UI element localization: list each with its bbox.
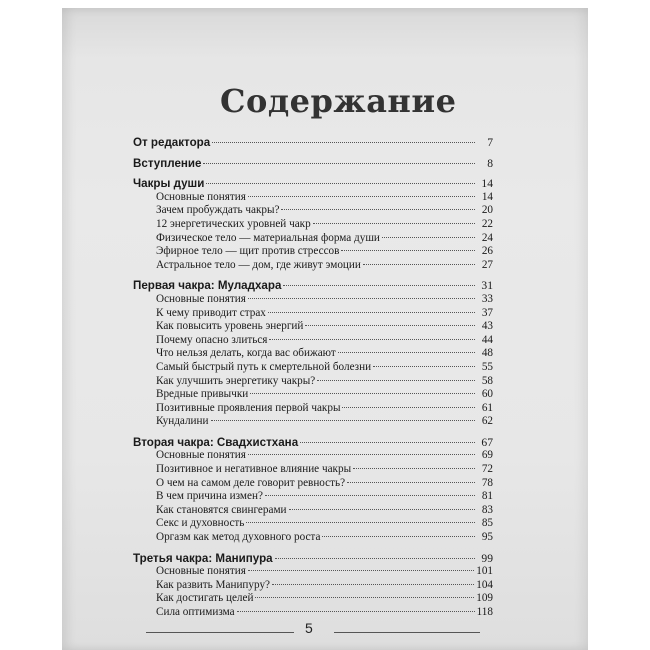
toc-subentry [133, 232, 493, 246]
toc-subentry-title: Как развить Манипуру? [156, 578, 271, 591]
toc-page-number: 26 [481, 245, 493, 258]
toc-page-number: 104 [476, 578, 493, 591]
toc-page-number: 8 [487, 156, 493, 170]
toc-section [133, 177, 493, 272]
toc-leader-dots [342, 406, 475, 408]
toc-subentry-title: Как повысить уровень энергий [156, 320, 304, 333]
toc-subentry-title: Эфирное тело — щит против стрессов [156, 245, 340, 258]
toc-leader-dots [269, 338, 475, 340]
toc-subentry-title: Основные понятия [156, 565, 246, 578]
toc-chapter-entry [133, 177, 493, 191]
toc-subentry [133, 245, 493, 259]
toc-page-number: 55 [481, 360, 493, 373]
toc-leader-dots [237, 610, 475, 612]
toc-subentry [133, 388, 493, 402]
toc-leader-dots [322, 535, 475, 537]
toc-page-number: 33 [481, 292, 493, 305]
toc-subentry [133, 259, 493, 273]
toc-leader-dots [341, 249, 475, 251]
toc-subentry-title: Почему опасно злиться [156, 333, 268, 346]
toc-leader-dots [203, 162, 475, 164]
toc-page-number: 62 [481, 415, 493, 428]
toc-subentry [133, 191, 493, 205]
toc-subentry [133, 347, 493, 361]
toc-subentry-title: О чем на самом деле говорит ревность? [156, 476, 346, 489]
toc-subentry [133, 402, 493, 416]
toc-leader-dots [272, 583, 474, 585]
toc-subentry-title: 12 энергетических уровней чакр [156, 217, 311, 230]
toc-chapter-entry [133, 157, 493, 171]
toc-subentry-title: Сила оптимизма [156, 606, 235, 618]
toc-subentry [133, 334, 493, 348]
toc-subentry [133, 531, 493, 545]
toc-chapter-entry [133, 136, 493, 150]
toc-page-number: 83 [481, 503, 493, 516]
toc-chapter-title: Первая чакра: Муладхара [133, 279, 282, 293]
toc-subentry [133, 218, 493, 232]
page-title: Содержание [220, 82, 457, 120]
toc-page-number: 58 [481, 374, 493, 387]
toc-leader-dots [300, 441, 475, 443]
toc-leader-dots [268, 311, 475, 313]
toc-subentry [133, 565, 493, 579]
toc-page-number: 14 [481, 190, 493, 203]
toc-leader-dots [363, 263, 475, 265]
toc-section [133, 552, 493, 620]
toc-page-number: 27 [481, 258, 493, 271]
toc-chapter-title: Чакры души [133, 177, 205, 191]
toc-subentry-title: Вредные привычки [156, 388, 249, 401]
toc-subentry-title: Позитивные проявления первой чакры [156, 401, 341, 414]
toc-subentry-title: Секс и духовность [156, 517, 245, 530]
toc-chapter-title: Третья чакра: Манипура [133, 551, 273, 565]
toc-page-number: 43 [481, 320, 493, 333]
toc-leader-dots [206, 182, 475, 184]
toc-page-number: 37 [481, 306, 493, 319]
toc-leader-dots [265, 494, 475, 496]
toc-subentry-title: Как достигать целей [156, 592, 254, 605]
toc-subentry [133, 449, 493, 463]
toc-leader-dots [382, 236, 475, 238]
footer-rule-right [334, 632, 480, 633]
toc-page-number: 48 [481, 347, 493, 360]
toc-page-number: 78 [481, 476, 493, 489]
toc-subentry-title: Что нельзя делать, когда вас обижают [156, 347, 336, 360]
toc-subentry-title: Физическое тело — материальная форма души [156, 231, 380, 244]
toc-leader-dots [248, 453, 475, 455]
toc-leader-dots [250, 392, 475, 394]
toc-leader-dots [212, 141, 475, 143]
toc-page-number: 24 [481, 231, 493, 244]
toc-subentry [133, 320, 493, 334]
toc-section [133, 157, 493, 171]
toc-subentry [133, 606, 493, 620]
toc-page-number: 61 [481, 401, 493, 414]
toc-subentry-title: Основные понятия [156, 449, 246, 462]
toc-leader-dots [246, 521, 475, 523]
toc-subentry [133, 463, 493, 477]
toc-page-number: 67 [481, 435, 493, 449]
footer-rule-left [146, 632, 294, 633]
toc-chapter-entry [133, 279, 493, 293]
toc-section [133, 279, 493, 429]
toc-page-number: 72 [481, 463, 493, 476]
toc-subentry-title: В чем причина измен? [156, 490, 263, 503]
toc-chapter-entry [133, 436, 493, 450]
toc-leader-dots [305, 324, 475, 326]
toc-leader-dots [313, 222, 475, 224]
toc-chapter-title: От редактора [133, 136, 211, 149]
toc-subentry [133, 504, 493, 518]
toc-subentry [133, 592, 493, 606]
toc-page-number: 22 [481, 217, 493, 230]
toc-leader-dots [338, 351, 475, 353]
toc-page-number: 69 [481, 449, 493, 462]
toc-subentry-title: Позитивное и негативное влияние чакры [156, 463, 352, 476]
toc-chapter-entry [133, 552, 493, 566]
toc-subentry [133, 293, 493, 307]
toc-subentry [133, 517, 493, 531]
toc-chapter-title: Вступление [133, 156, 202, 170]
table-of-contents [133, 136, 493, 627]
toc-page-number: 81 [481, 490, 493, 503]
toc-chapter-title: Вторая чакра: Свадхистхана [133, 435, 299, 449]
toc-subentry-title: Зачем пробуждать чакры? [156, 204, 280, 217]
toc-subentry [133, 579, 493, 593]
toc-subentry-title: Самый быстрый путь к смертельной болезни [156, 360, 372, 373]
toc-subentry-title: Кундалини [156, 415, 209, 428]
toc-leader-dots [353, 467, 475, 469]
toc-subentry-title: К чему приводит страх [156, 306, 266, 319]
toc-leader-dots [255, 596, 474, 598]
toc-subentry [133, 375, 493, 389]
toc-section [133, 136, 493, 150]
toc-subentry [133, 490, 493, 504]
toc-subentry-title: Оргазм как метод духовного роста [156, 531, 321, 544]
toc-subentry-title: Как улучшить энергетику чакры? [156, 374, 316, 387]
toc-page-number: 14 [481, 177, 493, 191]
page-number: 5 [305, 620, 313, 636]
toc-page-number: 60 [481, 388, 493, 401]
toc-subentry-title: Астральное тело — дом, где живут эмоции [156, 258, 361, 271]
toc-leader-dots [248, 195, 475, 197]
toc-page-number: 109 [476, 592, 493, 605]
toc-page-number: 99 [481, 551, 493, 565]
toc-leader-dots [317, 379, 475, 381]
toc-leader-dots [275, 557, 475, 559]
toc-leader-dots [289, 508, 475, 510]
toc-subentry-title: Основные понятия [156, 292, 246, 305]
toc-leader-dots [373, 365, 475, 367]
toc-leader-dots [248, 569, 474, 571]
toc-page-number: 95 [481, 531, 493, 544]
toc-subentry [133, 361, 493, 375]
toc-section [133, 436, 493, 545]
toc-page-number: 31 [481, 279, 493, 293]
toc-subentry-title: Как становятся свингерами [156, 503, 287, 516]
toc-page-number: 44 [481, 333, 493, 346]
toc-subentry [133, 204, 493, 218]
toc-leader-dots [283, 284, 475, 286]
toc-page-number: 101 [476, 565, 493, 578]
toc-subentry [133, 415, 493, 429]
toc-page-number: 7 [487, 136, 493, 149]
toc-page-number: 118 [476, 606, 493, 618]
toc-leader-dots [248, 297, 475, 299]
toc-subentry-title: Основные понятия [156, 190, 246, 203]
toc-page-number: 20 [481, 204, 493, 217]
toc-subentry [133, 477, 493, 491]
toc-leader-dots [281, 208, 475, 210]
toc-leader-dots [211, 419, 475, 421]
toc-page-number: 85 [481, 517, 493, 530]
toc-leader-dots [347, 481, 475, 483]
toc-subentry [133, 307, 493, 321]
